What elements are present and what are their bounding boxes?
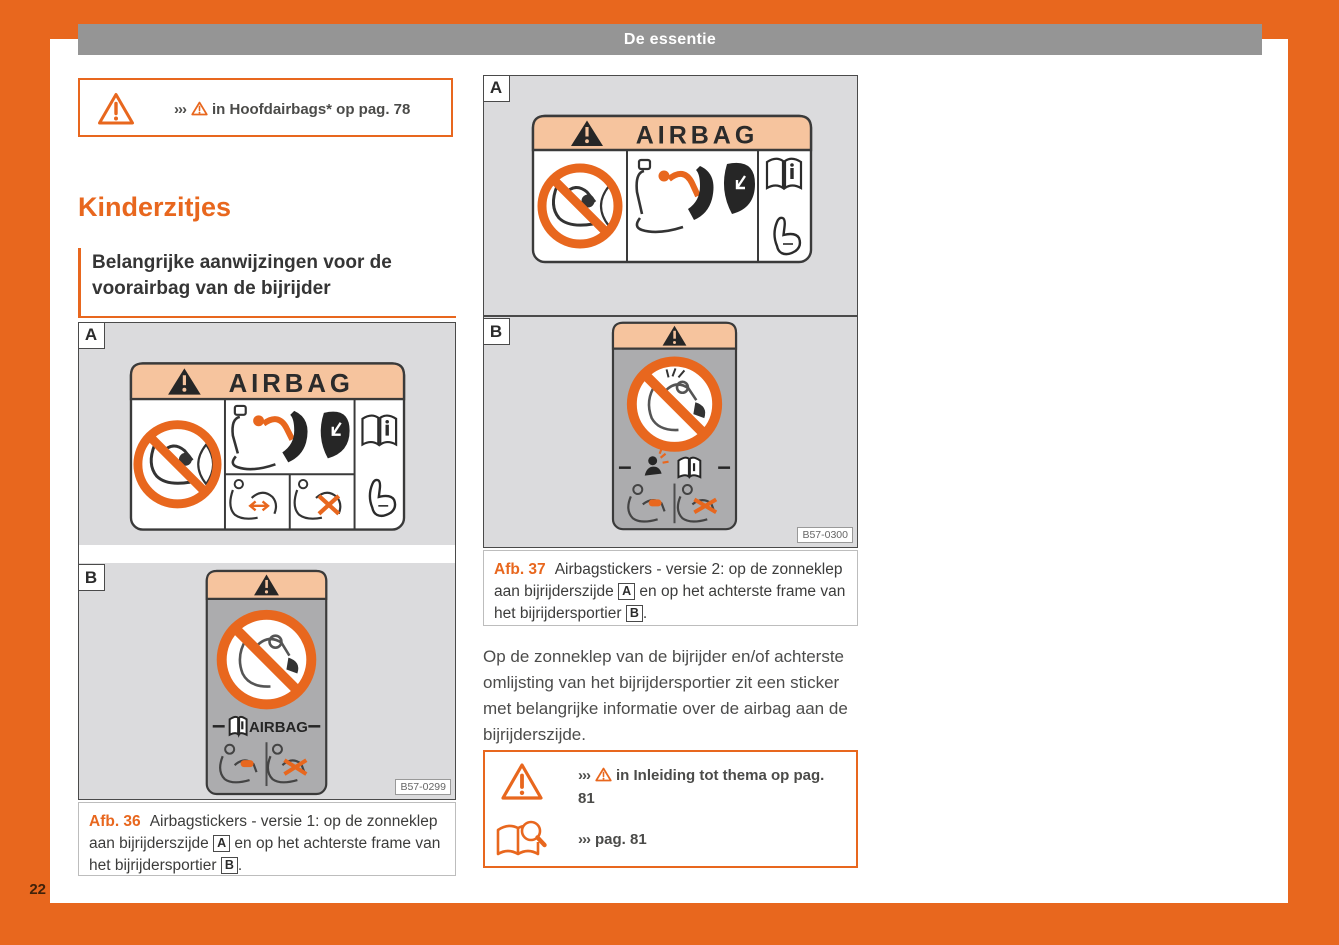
caption-marker-a: A <box>618 583 635 600</box>
inline-warning-triangle-icon <box>595 767 612 788</box>
prohibited-child-seat-pictogram <box>222 615 312 705</box>
subsection-heading-block <box>78 248 456 318</box>
caption-marker-a: A <box>213 835 230 852</box>
caption-text: en op het achterste frame van het bijrijdersportier <box>89 835 441 874</box>
airbag-sticker-vertical-v1 <box>204 569 329 796</box>
manual-book-icon <box>230 717 247 735</box>
figure-37-label-b: B <box>483 318 510 345</box>
figure-36-caption: Afb. 36 Airbagstickers - versie 1: op de zonneklep aan bijrijderszijde A en op het achterste frame van het bijrijdersportier B . <box>78 802 456 876</box>
manual-book-icon <box>678 458 700 477</box>
page-header-title: De essentie <box>623 30 717 48</box>
chevrons: ››› <box>174 101 186 118</box>
airbag-sticker-horizontal-v1 <box>129 360 406 533</box>
figure-37-caption: Afb. 37 Airbagstickers - versie 2: op de zonneklep aan bijrijderszijde A en op het achterste frame van het bijrijdersportier B . <box>483 550 858 626</box>
figure-36-ref-code: B57-0299 <box>395 779 451 795</box>
figure-36-section-gap <box>79 545 455 563</box>
warning-ref-text-1: ››› in Inleiding tot thema op pag. 81 <box>578 767 825 807</box>
chevrons: ››› <box>578 767 590 784</box>
left-border <box>0 0 50 945</box>
sticker-title: AIRBAG <box>228 370 354 399</box>
figure-36-label-a: A <box>78 322 105 349</box>
figure-37-section-divider <box>484 315 857 317</box>
sticker-title: AIRBAG <box>249 718 308 736</box>
airbag-sticker-horizontal-v2 <box>531 114 813 264</box>
warning-triangle-icon <box>97 91 135 132</box>
caption-text: Airbagstickers - versie 1: op de zonneklep aan bijrijderszijde <box>89 813 438 852</box>
figure-37-label-a: A <box>483 75 510 102</box>
right-border <box>1288 0 1339 945</box>
warning-ref-box-top <box>78 78 453 137</box>
caption-marker-b: B <box>626 605 643 622</box>
caption-number: Afb. 36 <box>89 813 141 830</box>
page-number: 22 <box>29 881 46 898</box>
figure-36-panel <box>78 322 456 800</box>
figure-37-ref-code: B57-0300 <box>797 527 853 543</box>
warning-ref-text: ››› in Hoofdairbags* op pag. 78 <box>174 99 410 122</box>
manual-book-icon <box>362 416 396 445</box>
sticker-title: AIRBAG <box>635 121 759 150</box>
page-header <box>78 24 1262 55</box>
caption-number: Afb. 37 <box>494 561 546 578</box>
body-paragraph: Op de zonneklep van de bijrijder en/of achterste omlijsting van het bijrijdersportier zit een sticker met belangrijke informatie over de airbag aan de bijrijderszijde. <box>483 647 848 744</box>
manual-book-icon <box>767 159 801 188</box>
chevrons: ››› <box>578 831 590 848</box>
section-title: Kinderzitjes <box>78 192 232 222</box>
caption-text: Airbagstickers - versie 2: op de zonneklep aan bijrijderszijde <box>494 561 843 600</box>
sticker-airbag-text-row <box>213 717 321 736</box>
figure-37-panel <box>483 75 858 548</box>
inline-warning-triangle-icon <box>191 101 208 122</box>
airbag-sticker-vertical-v2 <box>611 320 738 532</box>
prohibited-child-seat-pictogram <box>632 362 717 447</box>
caption-text: en op het achterste frame van het bijrijdersportier <box>494 583 846 622</box>
warning-ref-box-bottom <box>483 750 858 868</box>
warning-triangle-icon <box>500 761 544 808</box>
warning-ref-text-2: ››› pag. 81 <box>578 831 647 848</box>
caption-marker-b: B <box>221 857 238 874</box>
book-search-icon <box>494 818 550 865</box>
figure-36-label-b: B <box>78 564 105 591</box>
bottom-border <box>0 903 1339 945</box>
subsection-title: Belangrijke aanwijzingen voor de voorairbag van de bijrijder <box>92 252 392 299</box>
